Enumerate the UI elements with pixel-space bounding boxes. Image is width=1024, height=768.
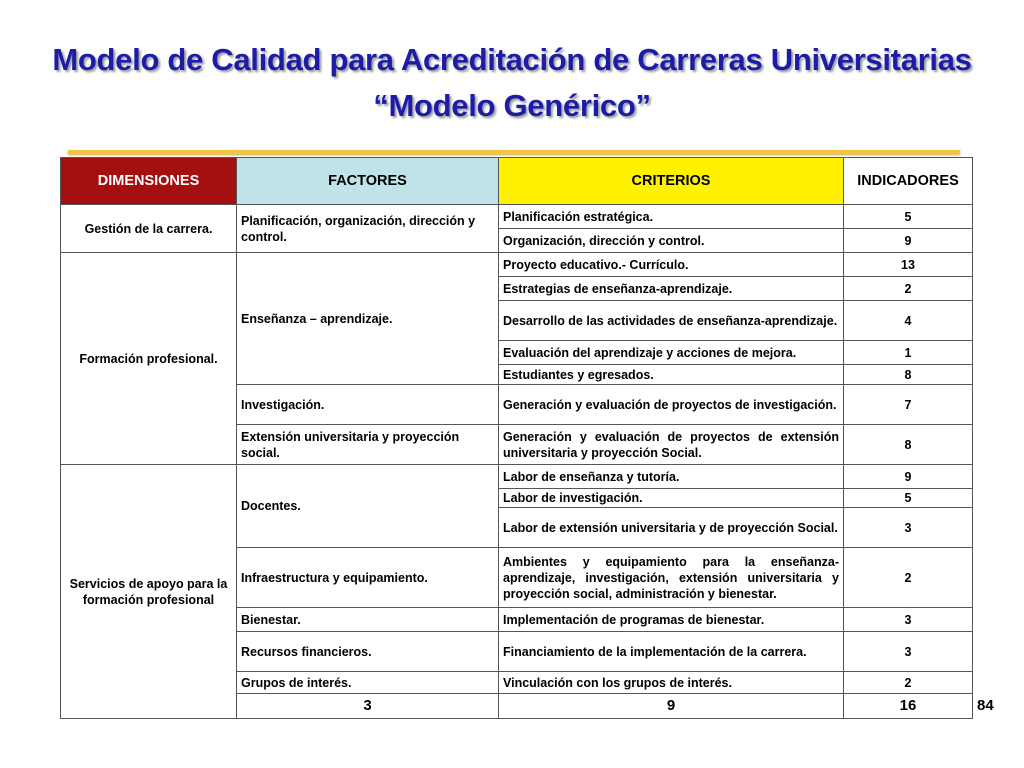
indicator-count: 2	[844, 548, 973, 608]
header-dimensiones: DIMENSIONES	[61, 158, 237, 205]
factor-cell: Bienestar.	[237, 608, 499, 632]
indicator-count: 3	[844, 632, 973, 672]
indicator-count: 8	[844, 365, 973, 385]
criterion-cell: Implementación de programas de bienestar.	[499, 608, 844, 632]
factor-cell: Docentes.	[237, 465, 499, 548]
indicator-count: 2	[844, 672, 973, 694]
criterion-cell: Generación y evaluación de proyectos de investigación.	[499, 385, 844, 425]
indicator-count: 9	[844, 465, 973, 489]
page-subtitle: “Modelo Genérico”	[373, 88, 651, 123]
indicator-count: 3	[844, 508, 973, 548]
criterion-cell: Estudiantes y egresados.	[499, 365, 844, 385]
criterion-cell: Proyecto educativo.- Currículo.	[499, 253, 844, 277]
criterion-cell: Generación y evaluación de proyectos de extensión universitaria y proyección Social.	[499, 425, 844, 465]
criterion-cell: Labor de extensión universitaria y de proyección Social.	[499, 508, 844, 548]
indicator-count: 3	[844, 608, 973, 632]
header-criterios: CRITERIOS	[499, 158, 844, 205]
indicator-count: 7	[844, 385, 973, 425]
factor-cell: Recursos financieros.	[237, 632, 499, 672]
header-indicadores: INDICADORES	[844, 158, 973, 205]
title-divider	[68, 150, 960, 154]
criterion-cell: Evaluación del aprendizaje y acciones de mejora.	[499, 341, 844, 365]
criterion-cell: Labor de investigación.	[499, 489, 844, 508]
factor-cell: Extensión universitaria y proyección social.	[237, 425, 499, 465]
indicator-count: 4	[844, 301, 973, 341]
total-criterios: 16	[844, 694, 973, 719]
header-factores: FACTORES	[237, 158, 499, 205]
factor-cell: Enseñanza – aprendizaje.	[237, 253, 499, 385]
criterion-cell: Organización, dirección y control.	[499, 229, 844, 253]
indicator-count: 9	[844, 229, 973, 253]
indicator-count: 5	[844, 489, 973, 508]
dimension-cell: Formación profesional.	[61, 253, 237, 465]
indicator-count: 1	[844, 341, 973, 365]
factor-cell: Infraestructura y equipamiento.	[237, 548, 499, 608]
indicator-count: 2	[844, 277, 973, 301]
page-title: Modelo de Calidad para Acreditación de Carreras Universitarias	[52, 42, 972, 77]
dimension-cell: Gestión de la carrera.	[61, 205, 237, 253]
indicator-count: 13	[844, 253, 973, 277]
factor-cell: Investigación.	[237, 385, 499, 425]
total-dimensiones: 3	[237, 694, 499, 719]
criterion-cell: Ambientes y equipamiento para la enseñanza-aprendizaje, investigación, extensión universitaria y proyección social, administración y bienestar.	[499, 548, 844, 608]
table-row	[61, 465, 973, 489]
indicator-count: 5	[844, 205, 973, 229]
table-row	[61, 253, 973, 277]
criterion-cell: Financiamiento de la implementación de la carrera.	[499, 632, 844, 672]
table-row	[61, 205, 973, 229]
criterion-cell: Labor de enseñanza y tutoría.	[499, 465, 844, 489]
header-row	[61, 158, 973, 205]
total-factores: 9	[499, 694, 844, 719]
totals-row: 3 9 16 84	[61, 694, 973, 719]
criterion-cell: Estrategias de enseñanza-aprendizaje.	[499, 277, 844, 301]
factor-cell: Grupos de interés.	[237, 672, 499, 694]
accreditation-model-table	[60, 157, 994, 719]
indicator-count: 8	[844, 425, 973, 465]
dimension-cell: Servicios de apoyo para la formación profesional	[61, 465, 237, 719]
criterion-cell: Planificación estratégica.	[499, 205, 844, 229]
criterion-cell: Vinculación con los grupos de interés.	[499, 672, 844, 694]
criterion-cell: Desarrollo de las actividades de enseñanza-aprendizaje.	[499, 301, 844, 341]
factor-cell: Planificación, organización, dirección y control.	[237, 205, 499, 253]
